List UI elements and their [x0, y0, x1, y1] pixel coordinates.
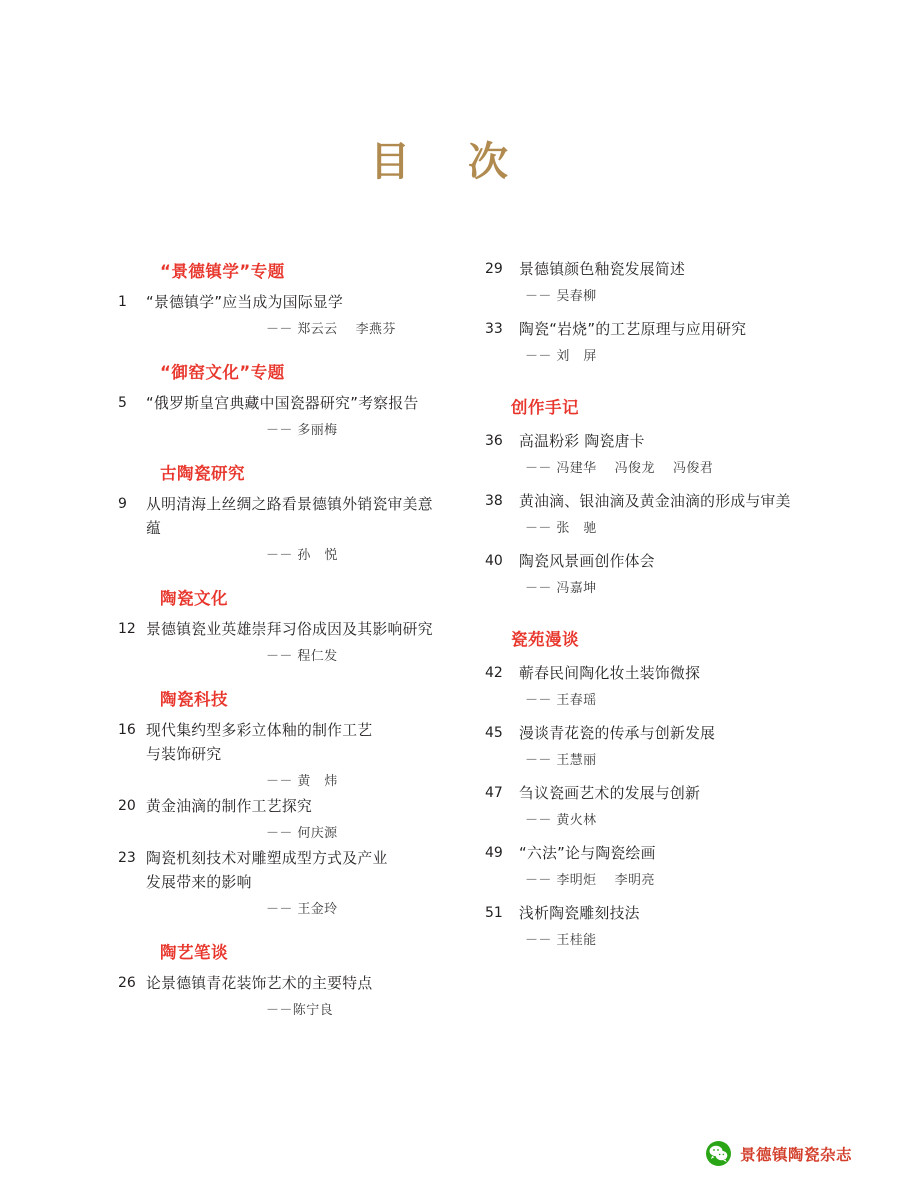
- entry-title: 陶瓷风景画创作体会: [519, 552, 655, 570]
- list-item[interactable]: [485, 490, 880, 536]
- section-heading: “景德镇学”专题: [160, 262, 285, 281]
- entry-authors: －－ 郑云云 李燕芬: [266, 321, 396, 337]
- entry-page-number: 26: [118, 974, 136, 991]
- entry-title: 蕲春民间陶化妆土装饰微探: [519, 664, 701, 682]
- entry-authors: －－ 张 驰: [525, 520, 597, 536]
- entry-page-number: 36: [485, 432, 503, 449]
- entry-title: 从明清海上丝绸之路看景德镇外销瓷审美意蕴: [146, 495, 433, 537]
- entry-page-number: 38: [485, 492, 503, 509]
- list-item[interactable]: [118, 847, 440, 917]
- entry-authors: －－ 王慧丽: [525, 752, 597, 768]
- entry-authors: －－ 多丽梅: [266, 422, 338, 438]
- contents-columns: [0, 258, 900, 1024]
- entry-title-line2: 发展带来的影响: [146, 873, 252, 891]
- section-heading: 陶瓷科技: [160, 689, 228, 709]
- entry-page-number: 51: [485, 904, 503, 921]
- entry-title: [146, 847, 388, 895]
- entry-authors: －－ 王桂能: [525, 932, 597, 948]
- page-title: 目 次: [370, 139, 530, 185]
- entry-title: “六法”论与陶瓷绘画: [519, 844, 656, 862]
- entry-title: “景德镇学”应当成为国际显学: [146, 294, 344, 311]
- footer: [0, 1141, 900, 1166]
- entry-page-number: 40: [485, 552, 503, 569]
- entry-title: 论景德镇青花装饰艺术的主要特点: [146, 974, 373, 992]
- entry-title: 景德镇颜色釉瓷发展简述: [519, 261, 686, 278]
- list-item[interactable]: [485, 722, 880, 768]
- entry-authors: －－ 黄火林: [525, 812, 597, 828]
- entry-page-number: 9: [118, 495, 127, 512]
- list-item[interactable]: [118, 291, 440, 337]
- section-heading: 陶艺笔谈: [160, 942, 228, 962]
- list-item[interactable]: [485, 318, 880, 364]
- entry-page-number: 49: [485, 844, 503, 861]
- entry-page-number: 12: [118, 620, 136, 637]
- entry-title: 高温粉彩 陶瓷唐卡: [519, 432, 645, 450]
- entry-title: 陶瓷“岩烧”的工艺原理与应用研究: [519, 320, 747, 338]
- section-heading: “御窑文化”专题: [160, 362, 285, 382]
- entry-title-line1: 现代集约型多彩立体釉的制作工艺: [146, 721, 373, 739]
- list-item[interactable]: [485, 550, 880, 596]
- entry-title: [146, 719, 372, 767]
- entry-page-number: 5: [118, 394, 127, 411]
- entry-title: 黄金油滴的制作工艺探究: [146, 797, 313, 815]
- entry-title: 刍议瓷画艺术的发展与创新: [519, 784, 701, 802]
- entry-title: 景德镇瓷业英雄崇拜习俗成因及其影响研究: [146, 620, 433, 638]
- list-item[interactable]: [485, 902, 880, 948]
- contents-column-left: [0, 258, 450, 1024]
- section-heading: 古陶瓷研究: [160, 463, 245, 483]
- entry-page-number: 20: [118, 797, 136, 814]
- entry-authors: －－ 程仁发: [266, 648, 338, 664]
- list-item[interactable]: [118, 618, 440, 664]
- entry-page-number: 33: [485, 320, 503, 337]
- entry-page-number: 45: [485, 724, 503, 741]
- entry-authors: －－ 冯嘉坤: [525, 580, 597, 596]
- entry-authors: －－ 王金玲: [266, 901, 338, 917]
- entry-page-number: 16: [118, 721, 136, 738]
- wechat-icon: [706, 1141, 731, 1166]
- entry-authors: －－ 孙 悦: [266, 547, 338, 563]
- section-heading: 瓷苑漫谈: [511, 629, 579, 649]
- entry-authors: －－陈宁良: [266, 1002, 334, 1018]
- entry-title: 漫谈青花瓷的传承与创新发展: [519, 724, 716, 742]
- entry-title: 浅析陶瓷雕刻技法: [519, 904, 640, 922]
- wechat-badge[interactable]: [706, 1141, 852, 1166]
- entry-authors: －－ 王春瑶: [525, 692, 597, 708]
- entry-authors: －－ 刘 屏: [525, 348, 597, 364]
- list-item[interactable]: [485, 258, 880, 304]
- section-heading: 创作手记: [511, 397, 579, 417]
- section-heading: 陶瓷文化: [160, 588, 228, 608]
- entry-page-number: 1: [118, 294, 127, 310]
- entry-title: 黄油滴、银油滴及黄金油滴的形成与审美: [519, 492, 791, 510]
- list-item[interactable]: [118, 972, 440, 1018]
- list-item[interactable]: [485, 782, 880, 828]
- list-item[interactable]: [485, 662, 880, 708]
- footer-label: 景德镇陶瓷杂志: [739, 1145, 852, 1164]
- list-item[interactable]: [118, 795, 440, 841]
- entry-title-line1: 陶瓷机刻技术对雕塑成型方式及产业: [146, 849, 388, 867]
- entry-title: “俄罗斯皇宫典藏中国瓷器研究”考察报告: [146, 394, 419, 412]
- list-item[interactable]: [118, 493, 440, 563]
- entry-authors: －－ 李明炬 李明亮: [525, 872, 655, 888]
- entry-page-number: 29: [485, 261, 503, 277]
- list-item[interactable]: [118, 719, 440, 789]
- entry-page-number: 47: [485, 784, 503, 801]
- entry-authors: －－ 吴春柳: [525, 288, 597, 304]
- list-item[interactable]: [485, 430, 880, 476]
- entry-page-number: 23: [118, 849, 136, 866]
- entry-authors: －－ 冯建华 冯俊龙 冯俊君: [525, 460, 714, 476]
- entry-authors: －－ 黄 炜: [266, 773, 338, 789]
- list-item[interactable]: [485, 842, 880, 888]
- entry-authors: －－ 何庆源: [266, 825, 338, 841]
- entry-page-number: 42: [485, 664, 503, 681]
- contents-column-right: [450, 258, 900, 1024]
- entry-title-line2: 与装饰研究: [146, 745, 222, 763]
- list-item[interactable]: [118, 392, 440, 438]
